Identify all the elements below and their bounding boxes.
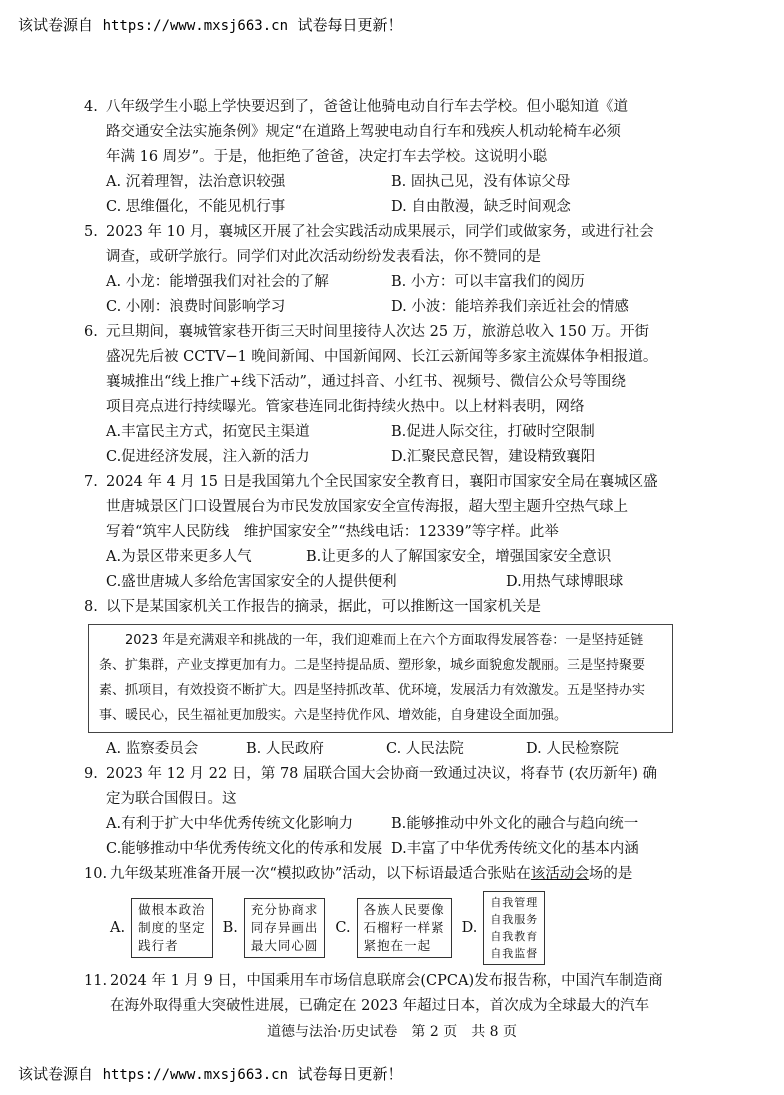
- question-stem: [110, 862, 704, 887]
- question-10: [84, 862, 704, 965]
- question-stem: [106, 220, 704, 270]
- option-c: C.盛世唐城人多给危害国家安全的人提供便利: [106, 574, 397, 590]
- stem-line: 路交通安全法实施条例》规定“在道路上驾驶电动自行车和残疾人机动轮椅车必须: [106, 124, 621, 140]
- stem-line: 八年级学生小聪上学快要迟到了，爸爸让他骑电动自行车去学校。但小聪知道《道: [106, 99, 628, 115]
- option-b: B. 固执己见，没有体谅父母: [391, 174, 571, 190]
- slogan-line: 同存异画出: [250, 920, 319, 935]
- option-c: C.能够推动中华优秀传统文化的传承和发展: [106, 841, 383, 857]
- source-banner-top: [18, 14, 403, 35]
- question-stem: [106, 762, 704, 812]
- banner-suffix: 试卷每日更新！: [297, 16, 403, 34]
- slogan-option-d: [462, 891, 546, 965]
- option-a: A. 沉着理智，法治意识较强: [106, 174, 286, 190]
- stem-line: 元旦期间，襄城管家巷开街三天时间里接待人次达 25 万，旅游总收入 150 万。开街: [106, 324, 650, 340]
- slogan-line: 各族人民要像: [363, 902, 445, 917]
- slogan-line: 自我服务: [490, 913, 539, 926]
- stem-line: 调查，或研学旅行。同学们对此次活动纷纷发表看法，你不赞同的是: [106, 249, 541, 265]
- stem-line: 项目亮点进行持续曝光。管家巷连同北街持续火热中。以上材料表明，网络: [106, 399, 585, 415]
- stem-line: 世唐城景区门口设置展台为市民发放国家安全宣传海报，超大型主题升空热气球上: [106, 499, 628, 515]
- options: [106, 420, 704, 470]
- question-stem: 以下是某国家机关工作报告的摘录，据此，可以推断这一国家机关是: [106, 599, 541, 615]
- question-9: [84, 762, 704, 862]
- slogan-line: 做根本政治: [138, 902, 206, 917]
- slogan-box: [357, 898, 452, 958]
- slogan-option-c: [335, 898, 451, 958]
- slogan-box: [131, 898, 213, 958]
- option-c: C. 人民法院: [386, 741, 464, 757]
- option-label: A.: [110, 919, 126, 936]
- option-b: B. 小方：可以丰富我们的阅历: [391, 274, 585, 290]
- question-number: 6.: [84, 324, 98, 340]
- banner-prefix: 该试卷源自: [18, 1065, 94, 1083]
- option-c: C. 小刚：浪费时间影响学习: [106, 299, 286, 315]
- question-number: 8.: [84, 599, 98, 615]
- slogan-line: 最大同心圆: [250, 938, 319, 953]
- question-stem: [106, 470, 704, 545]
- option-c: C. 思维僵化，不能见机行事: [106, 199, 286, 215]
- slogan-line: 自我监督: [490, 947, 539, 960]
- slogan-box: [244, 898, 326, 958]
- slogan-line: 充分协商求: [250, 902, 319, 917]
- page-footer: 道德与法治·历史试卷 第 2 页 共 8 页: [266, 1024, 518, 1040]
- stem-line: 2024 年 4 月 15 日是我国第九个全民国家安全教育日，襄阳市国家安全局在襄城区盛: [106, 474, 658, 490]
- options-row-2: [106, 570, 704, 595]
- option-b: B.促进人际交往，打破时空限制: [391, 424, 595, 440]
- options: [106, 812, 704, 862]
- question-number: 7.: [84, 474, 98, 490]
- stem-line: 年满 16 周岁”。于是，他拒绝了爸爸，决定打车去学校。这说明小聪: [106, 149, 548, 165]
- question-stem: [110, 969, 704, 1019]
- option-d: D. 小波：能培养我们亲近社会的情感: [391, 299, 629, 315]
- question-8-options: [84, 737, 704, 762]
- stem-line: 2024 年 1 月 9 日，中国乘用车市场信息联席会(CPCA)发布报告称，中国汽车制造商: [110, 973, 663, 989]
- slogan-line: 紧抱在一起: [363, 938, 432, 953]
- banner-url[interactable]: https://www.mxsj663.cn: [102, 18, 288, 34]
- stem-line: 襄城推出“线上推广+线下活动”，通过抖音、小红书、视频号、微信公众号等围绕: [106, 374, 626, 390]
- options: [106, 737, 704, 762]
- question-number: 11.: [84, 973, 108, 989]
- option-d: D. 人民检察院: [526, 741, 619, 757]
- question-11: [84, 969, 704, 1019]
- source-banner-bottom: [18, 1063, 403, 1084]
- option-b: B. 人民政府: [246, 741, 324, 757]
- slogan-line: 自我管理: [490, 896, 539, 909]
- question-number: 4.: [84, 99, 98, 115]
- stem-lead: 九年级某班准备开展一次“模拟政协”活动，以下标语最适合张贴在: [110, 866, 531, 882]
- option-b: B.能够推动中外文化的融合与趋向统一: [391, 816, 639, 832]
- banner-suffix: 试卷每日更新！: [297, 1065, 403, 1083]
- stem-line: 盛况先后被 CCTV−1 晚间新闻、中国新闻网、长江云新闻等多家主流媒体争相报道。: [106, 349, 658, 365]
- banner-url[interactable]: https://www.mxsj663.cn: [102, 1067, 288, 1083]
- question-stem: [106, 95, 704, 170]
- option-label: D.: [461, 919, 478, 936]
- option-d: D.丰富了中华优秀传统文化的基本内涵: [391, 841, 639, 857]
- option-label: B.: [222, 919, 238, 936]
- slogan-line: 践行者: [138, 938, 179, 953]
- option-d: D. 自由散漫，缺乏时间观念: [391, 199, 571, 215]
- stem-line: 在海外取得重大突破性进展，已确定在 2023 年超过日本，首次成为全球最大的汽车: [110, 998, 650, 1014]
- option-a: A. 小龙：能增强我们对社会的了解: [106, 274, 329, 290]
- banner-prefix: 该试卷源自: [18, 16, 94, 34]
- slogan-line: 自我教育: [490, 930, 539, 943]
- slogan-option-b: [223, 898, 326, 958]
- options: [106, 545, 704, 570]
- slogan-line: 石榴籽一样紧: [363, 920, 445, 935]
- question-4: [84, 95, 704, 220]
- slogan-option-a: [110, 898, 213, 958]
- stem-underlined: 该活动会: [530, 866, 589, 882]
- option-d: D.汇聚民意民智，建设精致襄阳: [391, 449, 596, 465]
- options: [106, 270, 704, 320]
- question-number: 9.: [84, 766, 98, 782]
- stem-line: 2023 年 12 月 22 日，第 78 届联合国大会协商一致通过决议，将春节 (农历新年) 确: [106, 766, 658, 782]
- stem-line: 定为联合国假日。这: [106, 791, 237, 807]
- question-number: 10.: [84, 866, 108, 882]
- slogan-line: 制度的坚定: [138, 920, 206, 935]
- option-a: A. 监察委员会: [106, 741, 199, 757]
- option-a: A.有利于扩大中华优秀传统文化影响力: [106, 816, 354, 832]
- option-a: A.为景区带来更多人气: [106, 549, 252, 565]
- stem-line: 写着“筑牢人民防线 维护国家安全”“热线电话：12339”等字样。此举: [106, 524, 559, 540]
- slogan-box: [483, 891, 545, 965]
- question-8: [84, 595, 704, 620]
- slogan-options: [110, 891, 704, 965]
- report-excerpt: 2023 年是充满艰辛和挑战的一年，我们迎难而上在六个方面取得发展答卷：一是坚持延链条、扩集群，产业支撑更加有力。二是坚持提品质、塑形象，城乡面貌愈发靓丽。三是坚持聚要素、抓项目，有效投资不断扩大。四是坚持抓改革、优环境，发展活力有效激发。五是坚持办实事、暖民心，民生福祉更加殷实。六是坚持优作风、增效能，自身建设全面加强。: [88, 624, 673, 733]
- option-c: C.促进经济发展，注入新的活力: [106, 449, 310, 465]
- options: [106, 170, 704, 220]
- option-b: B.让更多的人了解国家安全，增强国家安全意识: [306, 549, 612, 565]
- question-7: [84, 470, 704, 595]
- question-6: [84, 320, 704, 470]
- option-label: C.: [335, 919, 351, 936]
- question-list: [84, 95, 704, 1019]
- option-d: D.用热气球博眼球: [506, 574, 624, 590]
- option-a: A.丰富民主方式，拓宽民主渠道: [106, 424, 310, 440]
- stem-line: 2023 年 10 月，襄城区开展了社会实践活动成果展示，同学们或做家务，或进行社会: [106, 224, 654, 240]
- question-number: 5.: [84, 224, 98, 240]
- question-5: [84, 220, 704, 320]
- stem-tail: 场的是: [588, 866, 633, 882]
- question-stem: [106, 320, 704, 420]
